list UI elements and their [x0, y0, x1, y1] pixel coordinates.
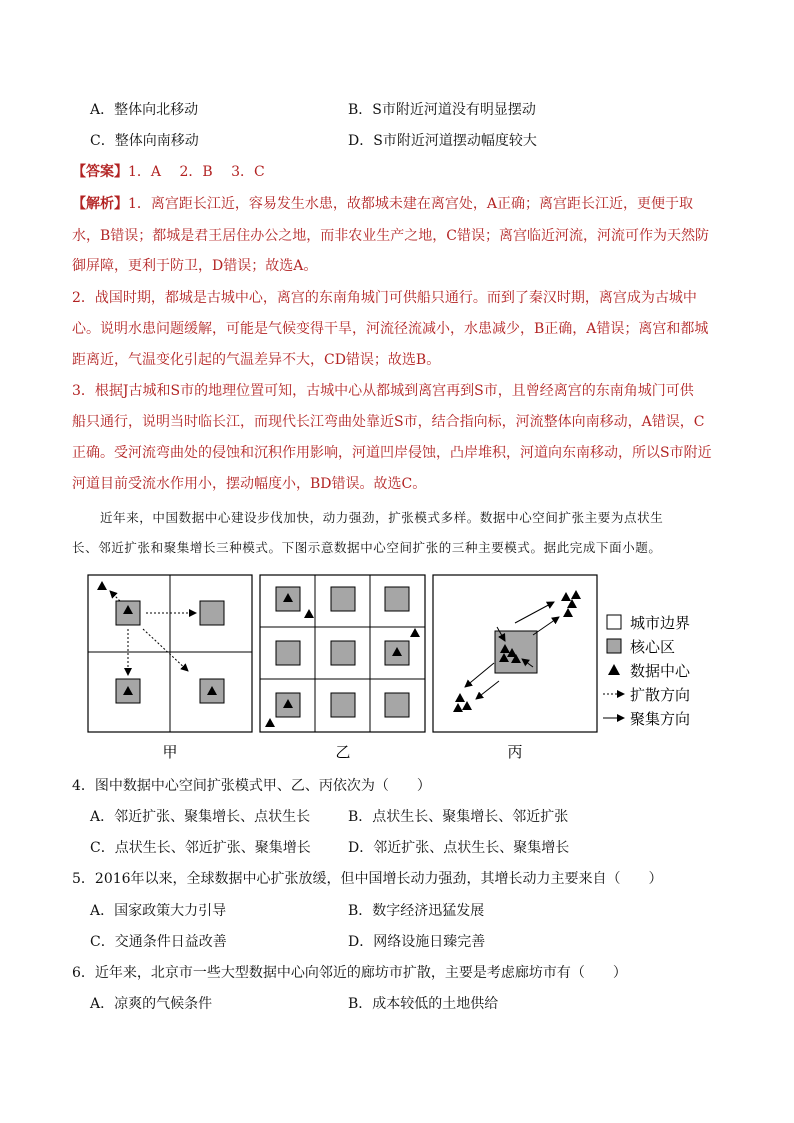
panel-label-bing: 丙 — [507, 743, 523, 761]
analysis-line-9: 正确。受河流弯曲处的侵蚀和沉积作用影响，河道凹岸侵蚀，凸岸堆积，河道向东南移动，所以S市附近 — [72, 445, 712, 461]
q4-stem: 4．图中数据中心空间扩张模式甲、乙、丙依次为（ ） — [72, 778, 431, 794]
analysis-line-4: 2．战国时期，都城是古城中心，离宫的东南角城门可供船只通行。而到了秦汉时期，离宫成为古城中 — [72, 290, 697, 306]
legend-label-core: 核心区 — [630, 638, 676, 656]
analysis-tag: 【解析】 — [72, 196, 128, 212]
panel-label-yi: 乙 — [335, 743, 351, 761]
q5-option-c: C．交通条件日益改善 — [90, 934, 227, 950]
answer-text: 1．A 2．B 3．C — [128, 164, 265, 180]
q4-option-a: A．邻近扩张、聚集增长、点状生长 — [90, 809, 311, 825]
q6-option-a: A．凉爽的气候条件 — [90, 996, 213, 1012]
panel-yi — [260, 575, 425, 732]
q4-option-b: B．点状生长、聚集增长、邻近扩张 — [348, 809, 569, 825]
analysis-line-6: 距离近，气温变化引起的气温差异不大，CD错误；故选B。 — [72, 352, 441, 368]
legend-label-boundary: 城市边界 — [630, 614, 691, 632]
analysis-line-7: 3．根据J古城和S市的地理位置可知，古城中心从都城到离宫再到S市，且曾经离宫的东南角城门可供 — [72, 383, 694, 399]
legend-triangle-icon — [608, 664, 620, 675]
analysis-line-1 — [72, 194, 693, 214]
q5-option-d: D．网络设施日臻完善 — [348, 934, 486, 950]
legend-square-gray-icon — [607, 639, 621, 653]
panel-bing — [433, 575, 597, 732]
panel-jia — [88, 575, 252, 732]
intro-line-2: 长、邻近扩张和聚集增长三种模式。下图示意数据中心空间扩张的三种主要模式。据此完成下面小题。 — [72, 540, 662, 555]
expansion-modes-figure — [0, 565, 794, 765]
option-c: C．整体向南移动 — [90, 133, 199, 149]
option-b: B．S市附近河道没有明显摆动 — [348, 102, 536, 118]
legend-label-diffusion: 扩散方向 — [630, 686, 691, 704]
analysis-line-2: 水，B错误；都城是君王居住办公之地，而非农业生产之地，C错误；离宫临近河流，河流可作为天然防 — [72, 228, 709, 244]
q4-option-c: C．点状生长、邻近扩张、聚集增长 — [90, 840, 311, 856]
answer-line — [72, 162, 265, 182]
option-a: A．整体向北移动 — [90, 102, 199, 118]
option-d: D．S市附近河道摆动幅度较大 — [348, 133, 537, 149]
q4-option-d: D．邻近扩张、点状生长、聚集增长 — [348, 840, 570, 856]
legend-label-datacenter: 数据中心 — [630, 662, 691, 680]
intro-line-1: 近年来，中国数据中心建设步伐加快，动力强劲，扩张模式多样。数据中心空间扩张主要为点状生 — [100, 510, 664, 525]
q6-option-b: B．成本较低的土地供给 — [348, 996, 499, 1012]
panel-label-jia: 甲 — [162, 743, 178, 761]
figure-legend — [603, 614, 691, 728]
analysis-line-10: 河道目前受流水作用小，摆动幅度小，BD错误。故选C。 — [72, 476, 427, 492]
analysis-line-8: 船只通行，说明当时临长江，而现代长江弯曲处靠近S市，结合指向标，河流整体向南移动，A错误，C — [72, 414, 705, 430]
legend-label-agglomeration: 聚集方向 — [630, 710, 691, 728]
analysis-text: 1．离宫距长江近，容易发生水患，故都城未建在离宫处，A正确；离宫距长江近，更便于取 — [128, 196, 694, 212]
q5-option-b: B．数字经济迅猛发展 — [348, 903, 485, 919]
analysis-line-5: 心。说明水患问题缓解，可能是气候变得干旱，河流径流减小，水患减少，B正确，A错误；离宫和都城 — [72, 321, 709, 337]
analysis-line-3: 御屏障，更利于防卫，D错误；故选A。 — [72, 258, 318, 274]
q5-option-a: A．国家政策大力引导 — [90, 903, 227, 919]
q5-stem: 5．2016年以来，全球数据中心扩张放缓，但中国增长动力强劲，其增长动力主要来自（ ） — [72, 871, 663, 887]
answer-tag: 【答案】 — [72, 164, 128, 180]
q6-stem: 6．近年来，北京市一些大型数据中心向邻近的廊坊市扩散，主要是考虑廊坊市有（ ） — [72, 965, 627, 981]
legend-square-outline-icon — [607, 615, 621, 629]
